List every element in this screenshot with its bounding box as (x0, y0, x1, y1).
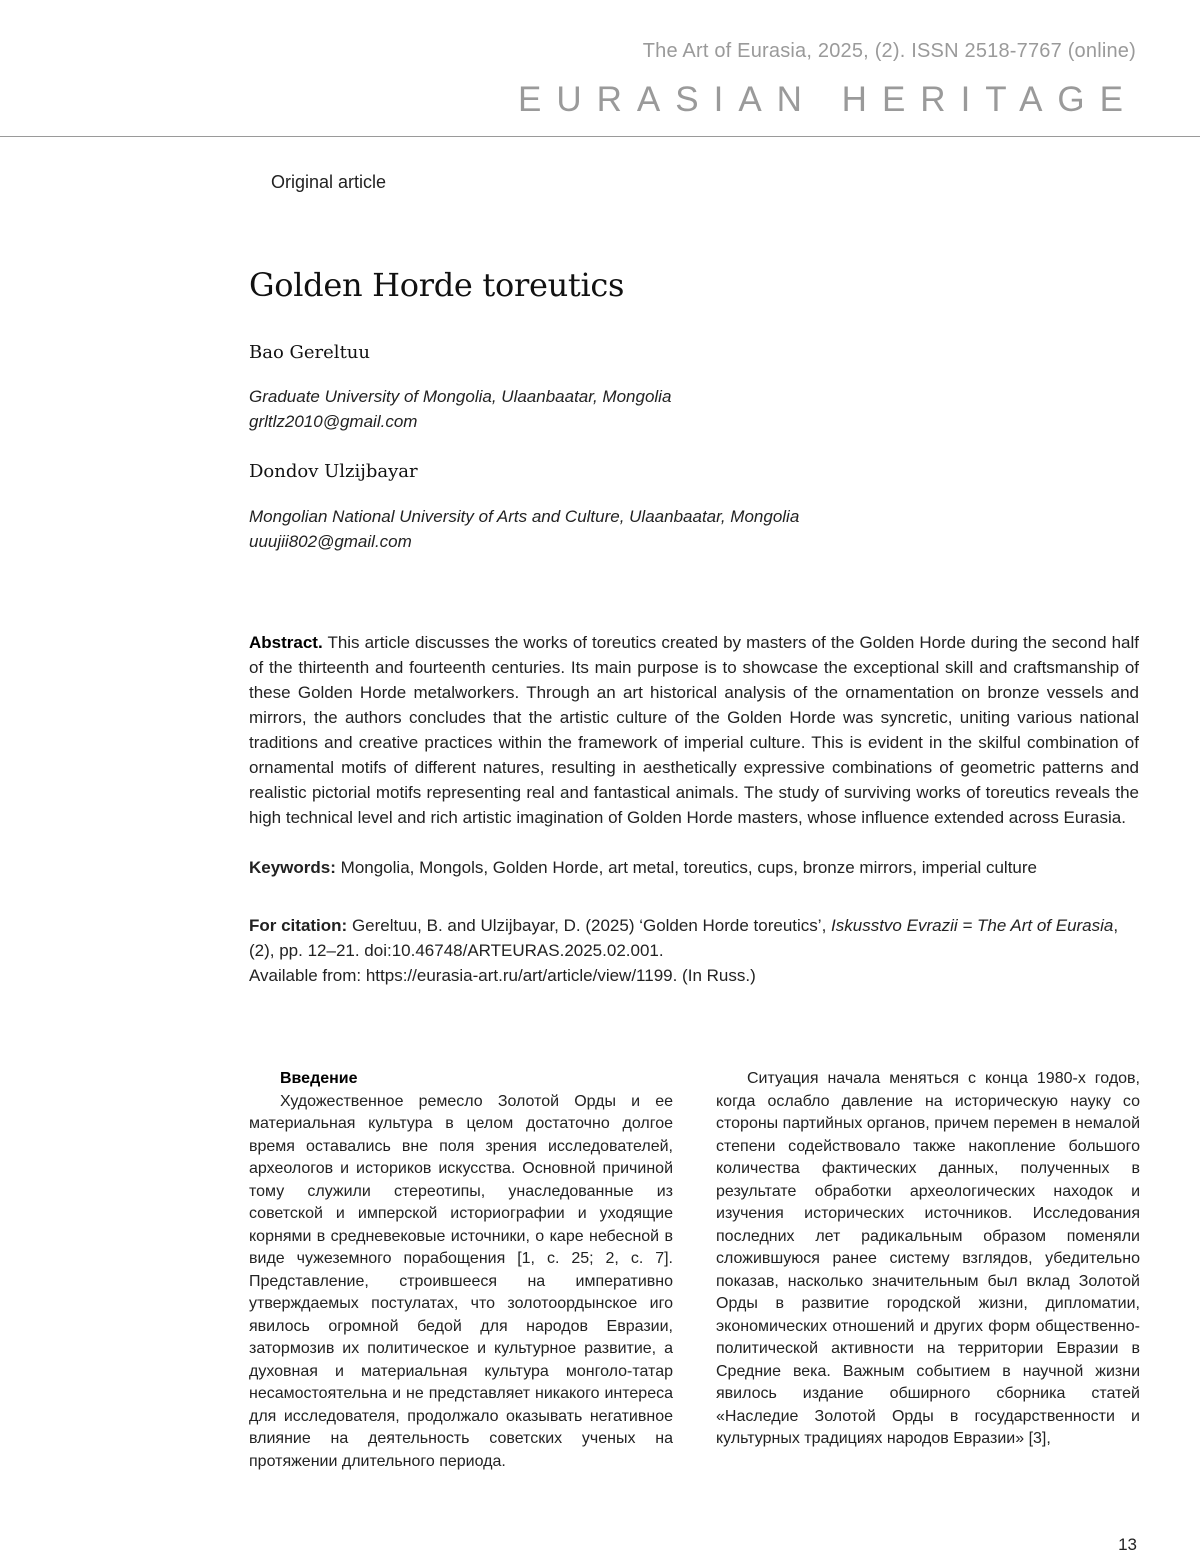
header-divider (0, 136, 1200, 137)
article-title: Golden Horde toreutics (249, 266, 625, 304)
keywords-label: Keywords: (249, 858, 336, 877)
citation-details: , (2), pp. 12–21. doi:10.46748/ARTEURAS.2025.02.001. (249, 916, 1119, 960)
body-paragraph: Художественное ремесло Золотой Орды и ее материальная культура в целом достаточно долгое время оставались вне поля зрения исследователей, археологов и историков искусства. Основной причиной тому служили стереотипы, унаследованные из советской и имперской историографии и уходящие корнями в средневековые источники, о каре небесной в виде чужеземного порабощения [1, с. 25; 2, с. 7]. Представление, строившееся на императивно утверждаемых постулатах, что золотоордынское иго явилось огромной бедой для народов Евразии, затормозив их политическое и культурное развитие, а духовная и материальная культура монголо-татар несамостоятельна и не представляет никакого интереса для исследователя, продолжало оказывать негативное влияние на деятельность советских ученых на протяжении длительного периода. (249, 1092, 673, 1470)
abstract-label: Abstract. (249, 633, 323, 652)
body-paragraph: Ситуация начала меняться с конца 1980-х годов, когда ослабло давление на историческую науку со стороны партийных органов, причем перемен в немалой степени содействовало также накопление большого количества фактических данных, полученных в результате обработки археологических находок и изучения исторических источников. Исследования последних лет радикальным образом поменяли сложившуюся ранее систему взглядов, убедительно показав, насколько значительным был вклад Золотой Орды в развитие городской жизни, дипломатии, экономических отношений и других форм общественно-политической активности на территории Евразии в Средние века. Важным событием в научной жизни явилось издание обширного сборника статей «Наследие Золотой Орды в государственности и культурных традициях народов Евразии» [3], (716, 1070, 1140, 1447)
abstract (249, 630, 1139, 830)
author-email: uuujii802@gmail.com (249, 532, 412, 551)
author-affiliation-block (249, 504, 799, 554)
keywords (249, 855, 1139, 880)
citation-journal: Iskusstvo Evrazii = The Art of Eurasia (831, 916, 1114, 935)
body-column-left (249, 1068, 673, 1473)
citation-label: For citation: (249, 916, 348, 935)
abstract-text: This article discusses the works of toreutics created by masters of the Golden Horde during the second half of the thirteenth and fourteenth centuries. Its main purpose is to showcase the exceptional skill and craftsmanship of these Golden Horde metalworkers. Through an art historical analysis of the ornamentation on bronze vessels and mirrors, the authors concludes that the artistic culture of the Golden Horde was syncretic, uniting various national traditions and creative practices within the framework of imperial culture. This is evident in the skilful combination of ornamental motifs of different natures, resulting in aesthetically expressive combinations of geometric patterns and realistic pictorial motifs representing real and fantastical animals. The study of surviving works of toreutics reveals the high technical level and rich artistic imagination of Golden Horde masters, whose influence extended across Eurasia. (249, 633, 1139, 827)
section-heading: Введение (280, 1070, 358, 1087)
citation (249, 913, 1139, 988)
author-affiliation-block (249, 384, 671, 434)
body-column-right (716, 1068, 1140, 1451)
section-banner: EURASIAN HERITAGE (518, 80, 1138, 119)
author-affiliation: Mongolian National University of Arts and Culture, Ulaanbaatar, Mongolia (249, 507, 800, 526)
keywords-text: Mongolia, Mongols, Golden Horde, art metal, toreutics, cups, bronze mirrors, imperial culture (340, 858, 1038, 877)
page-number: 13 (1118, 1535, 1137, 1554)
article-type-label: Original article (271, 172, 387, 192)
author-name: Dondov Ulzijbayar (249, 461, 418, 482)
author-email: grltlz2010@gmail.com (249, 412, 418, 431)
citation-url: Available from: https://eurasia-art.ru/art/article/view/1199. (In Russ.) (249, 966, 756, 985)
author-affiliation: Graduate University of Mongolia, Ulaanbaatar, Mongolia (249, 387, 672, 406)
author-name: Bao Gereltuu (249, 342, 370, 363)
citation-text: Gereltuu, B. and Ulzijbayar, D. (2025) ‘Golden Horde toreutics’, (351, 916, 827, 935)
journal-issue-line: The Art of Eurasia, 2025, (2). ISSN 2518-7767 (online) (642, 40, 1136, 62)
